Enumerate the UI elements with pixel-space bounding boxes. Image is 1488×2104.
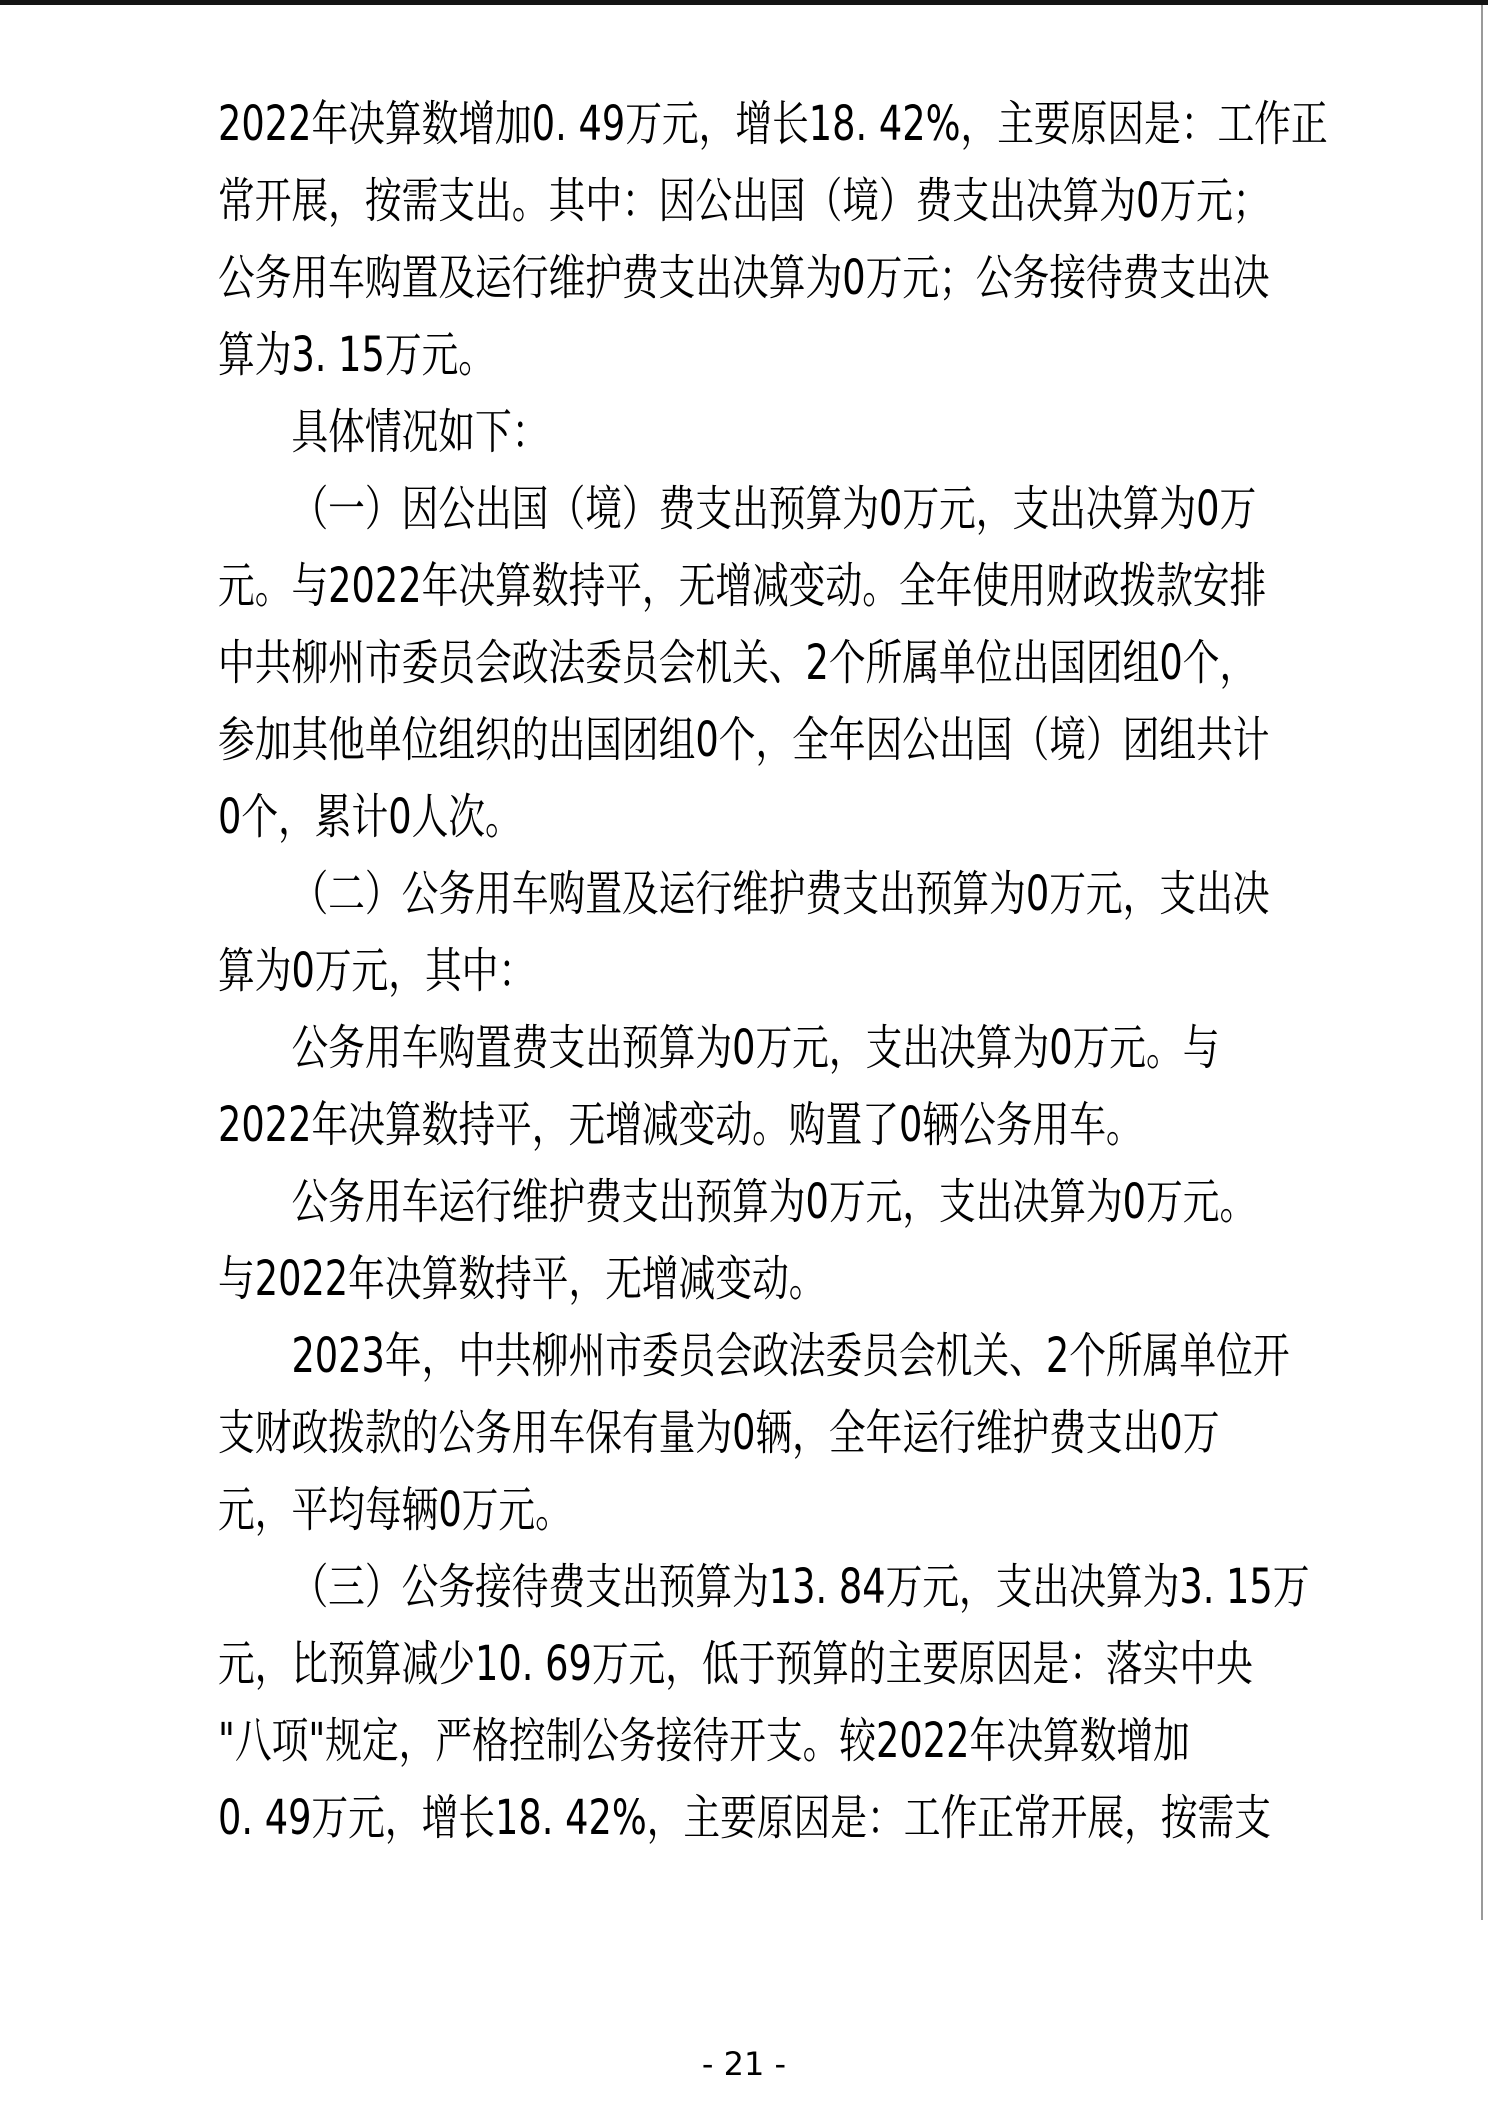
scan-top-edge-artifact bbox=[0, 0, 1488, 5]
text-line: 元。与2022年决算数持平，无增减变动。全年使用财政拨款安排 bbox=[218, 558, 1267, 614]
text-line: 2023年，中共柳州市委员会政法委员会机关、2个所属单位开 bbox=[291, 1328, 1290, 1384]
text-line: 公务用车购置及运行维护费支出决算为0万元；公务接待费支出决 bbox=[218, 250, 1270, 306]
text-line: 0. 49万元，增长18. 42%，主要原因是：工作正常开展，按需支 bbox=[218, 1790, 1271, 1846]
text-line: "八项"规定，严格控制公务接待开支。较2022年决算数增加 bbox=[218, 1713, 1190, 1769]
text-line: 公务用车运行维护费支出预算为0万元，支出决算为0万元。 bbox=[291, 1174, 1257, 1230]
text-line: 元，平均每辆0万元。 bbox=[218, 1482, 572, 1538]
text-line: （二）公务用车购置及运行维护费支出预算为0万元，支出决 bbox=[291, 866, 1270, 922]
text-line: 支财政拨款的公务用车保有量为0辆，全年运行维护费支出0万 bbox=[218, 1405, 1220, 1461]
text-line: 算为3. 15万元。 bbox=[218, 327, 496, 383]
text-line: 2022年决算数持平，无增减变动。购置了0辆公务用车。 bbox=[218, 1097, 1143, 1153]
text-line: （三）公务接待费支出预算为13. 84万元，支出决算为3. 15万 bbox=[291, 1559, 1310, 1615]
text-line: 元，比预算减少10. 69万元，低于预算的主要原因是：落实中央 bbox=[218, 1636, 1253, 1692]
text-line: 算为0万元，其中： bbox=[218, 943, 536, 999]
document-body bbox=[218, 86, 1418, 1857]
text-line: 具体情况如下： bbox=[291, 404, 549, 460]
text-line: 常开展，按需支出。其中：因公出国（境）费支出决算为0万元； bbox=[218, 173, 1270, 229]
text-line: 参加其他单位组织的出国团组0个，全年因公出国（境）团组共计 bbox=[218, 712, 1270, 768]
page-number: - 21 - bbox=[701, 2045, 787, 2083]
scan-right-edge-artifact bbox=[1481, 5, 1483, 1920]
text-line: 中共柳州市委员会政法委员会机关、2个所属单位出国团组0个， bbox=[218, 635, 1257, 691]
text-line: 0个，累计0人次。 bbox=[218, 789, 522, 845]
text-line: 2022年决算数增加0. 49万元，增长18. 42%，主要原因是：工作正 bbox=[218, 96, 1328, 152]
text-line: 公务用车购置费支出预算为0万元，支出决算为0万元。与 bbox=[291, 1020, 1220, 1076]
text-line: 与2022年决算数持平，无增减变动。 bbox=[218, 1251, 826, 1307]
text-line: （一）因公出国（境）费支出预算为0万元，支出决算为0万 bbox=[291, 481, 1257, 537]
